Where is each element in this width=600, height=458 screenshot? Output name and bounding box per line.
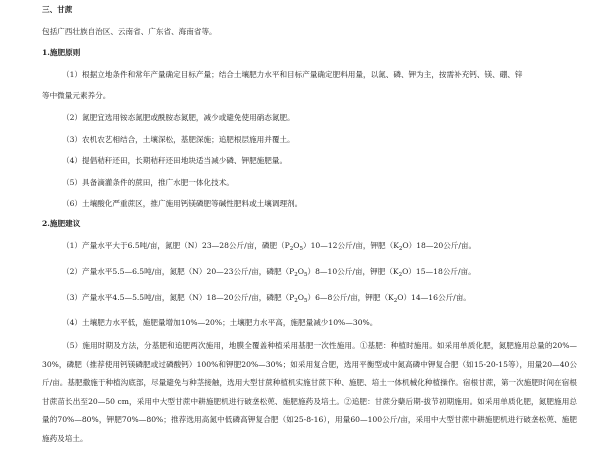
rec-row-1-p-mid: O [293,241,300,250]
rec-row-2-p-mid: O [297,267,304,276]
section-title: 三、甘蔗 [42,5,73,14]
recommendation-row-3 [62,292,471,303]
principles-heading: 1.施肥原则 [42,48,81,57]
rec-row-1-suffix: O）18—20公斤/亩。 [402,241,477,250]
rec-row-1-p-sub2: 5 [299,246,303,252]
rec-row-3-suffix: O）14—16公斤/亩。 [397,293,471,302]
rec-row-2-p-sub: 2 [294,272,298,278]
recommendation-row-1 [62,240,476,251]
rec-row-2-suffix: O）15—18公斤/亩。 [402,267,476,276]
rec-row-2-prefix: （2）产量水平5.5—6.5吨/亩，氮肥（N）20—23公斤/亩，磷肥（P [62,267,295,276]
principle-item-3: （3）农机农艺相结合，土壤深松，基肥深施；追肥根层施用并覆土。 [62,135,295,144]
rec-row-2-mid: ）8—10公斤/亩，钾肥（K [307,267,399,276]
principle-item-1-line-2: 等中微量元素养分。 [42,91,111,100]
section-intro: 包括广西壮族自治区、云南省、广东省、海南省等。 [42,27,217,36]
rec-row-1-mid: ）10—12公斤/亩，钾肥（K [303,241,399,250]
rec-row-2-k-sub: 2 [398,272,403,278]
recommendation-item-4: （4）土壤肥力水平低，施肥量增加10%—20%；土壤肥力水平高，施肥量减少10%—30%。 [62,318,378,327]
rec-row-1-prefix: （1）产量水平大于6.5吨/亩，氮肥（N）23—28公斤/亩，磷肥（P [62,241,290,250]
rec-row-1-k-sub: 2 [398,246,403,252]
principle-item-4: （4）提倡秸秆还田，长期秸秆还田地块适当减少磷、钾肥施肥量。 [62,156,288,165]
recommendations-heading: 2.施肥建议 [42,219,81,228]
recommendation-item-5: （5）施用时期及方法，分基肥和追肥两次施用，地膜全覆盖种植采用基肥一次性施用。①基肥：种植时施用。如采用单质化肥，氮肥施用总量的20%—30%，磷肥（推荐使用钙镁磷肥或过磷酸钙）100%和钾肥20%—30%；如采用复合肥，选用平衡型或中氮高磷中钾复合肥（如15-20-15等），用量20—40公斤/亩。基肥撒施于种植沟底部，尽量避免与种茎接触，选用大型甘蔗种植机实施甘蔗下种、施肥、培土一体机械化种植操作。宿根甘蔗，第一次施肥时间在宿根甘蔗苗长出至20—50 cm，采用中大型甘蔗中耕施肥机进行破垄松蔸、施肥施药及培土。②追肥：甘蔗分蘖后期-拔节初期施用。如采用单质化肥，氮肥施用总量的70%—80%，钾肥70%—80%；推荐选用高氮中低磷高钾复合肥（如25-8-16），用量60—100公斤/亩，采用中大型甘蔗中耕施肥机进行破垄松蔸、施肥施药及培土。 [42,341,577,443]
rec-row-2-p-sub2: 5 [303,272,308,278]
rec-row-3-p-sub: 2 [294,298,298,304]
rec-row-3-mid: ）6—8公斤/亩，钾肥（K [307,293,394,302]
recommendation-row-2 [62,266,476,277]
rec-row-1-p-sub: 2 [289,246,294,252]
principle-item-6: （6）土壤酸化严重蔗区，推广施用钙镁磷肥等碱性肥料或土壤调理剂。 [62,199,303,208]
rec-row-3-k-sub: 2 [393,298,398,304]
principle-item-1-line-1: （1）根据立地条件和常年产量确定目标产量；结合土壤肥力水平和目标产量确定肥料用量，以氮、磷、钾为主，按需补充钙、镁、硼、锌 [62,70,523,79]
rec-row-3-prefix: （3）产量水平4.5—5.5吨/亩，氮肥（N）18—20公斤/亩，磷肥（P [62,293,295,302]
principle-item-5: （5）具备滴灌条件的蔗田，推广水肥一体化技术。 [62,178,234,187]
principle-item-2: （2）氮肥宜选用铵态氮肥或酰胺态氮肥，减少或避免使用硝态氮肥。 [62,113,295,122]
rec-row-3-p-mid: O [297,293,304,302]
rec-row-3-p-sub2: 5 [303,298,308,304]
